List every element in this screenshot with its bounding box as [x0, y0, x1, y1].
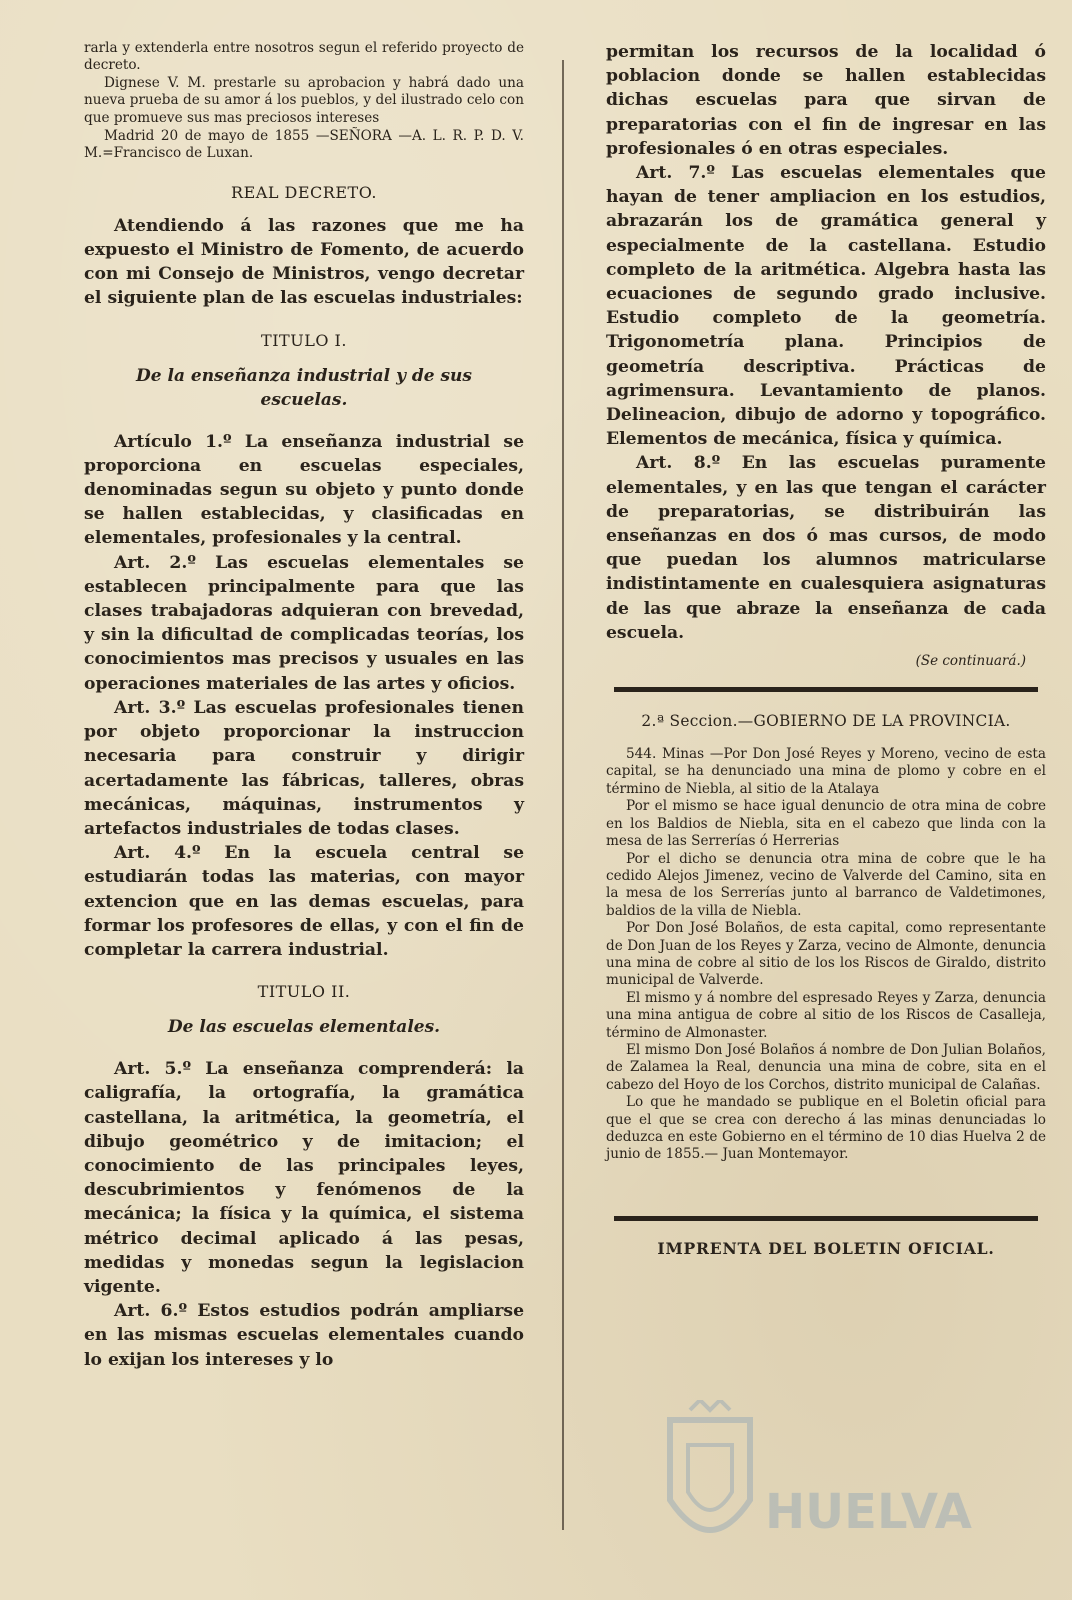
article-6: Art. 6.º Estos estudios podrán ampliarse en las mismas escuelas elementales cuando lo exijan los intereses y lo [84, 1301, 524, 1370]
article-4: Art. 4.º En la escuela central se estudiarán todas las materias, con mayor extencion que en las demas escuelas, para formar los profesores de ellas, y con el fin de completar la carrera industrial. [84, 843, 524, 960]
titulo-2-subtitle: De las escuelas elementales. [167, 1017, 441, 1038]
article-5: Art. 5.º La enseñanza comprenderá: la caligrafía, la ortografía, la gramática castellana, la aritmética, la geometría, el dibujo geométrico y de imitacion; el conocimiento de las principales leyes, descubrimientos y fenómenos de la mecánica; la física y la química, el sistema métrico decimal aplicado á las pesas, medidas y monedas segun la legislacion vigente. [84, 1059, 524, 1297]
mine-notice-closing: Lo que he mandado se publique en el Boletin oficial para que el que se crea con derecho á las minas denunciadas lo deduzca en este Gobierno en el término de 10 dias Huelva 2 de junio de 1855.— Juan Montemayor. [606, 1094, 1046, 1163]
mine-notice-5: El mismo y á nombre del espresado Reyes y Zarza, denuncia una mina antigua de cobre al sitio de los Riscos de Casalleja, término de Almonaster. [606, 989, 1046, 1041]
intro-signature: Madrid 20 de mayo de 1855 —SEÑORA —A. L. R. P. D. V. M.=Francisco de Luxan. [84, 128, 524, 162]
article-8: Art. 8.º En las escuelas puramente elementales, y en las que tengan el carácter de preparatorias, se distribuirán las enseñanzas en dos ó mas cursos, de modo que puedan los alumnos matricularse indistintamente en cualesquiera asignaturas de las que abraze la enseñanza de cada escuela. [606, 453, 1046, 643]
mine-notice-3: Por el dicho se denuncia otra mina de cobre que le ha cedido Alejos Jimenez, vecino de Valverde del Camino, sita en la mesa de los Serrerías junto al barranco de Valdetimones, baldios de la villa de Niebla. [606, 850, 1046, 919]
titulo-1-heading: TITULO I. [261, 330, 347, 350]
decree-intro: Atendiendo á las razones que me ha expuesto el Ministro de Fomento, de acuerdo con mi Consejo de Ministros, vengo decretar el siguiente plan de las escuelas industriales: [84, 215, 524, 309]
mine-notice-1: 544. Minas —Por Don José Reyes y Moreno, vecino de esta capital, se ha denunciado una mina de plomo y cobre en el término de Niebla, al sitio de la Atalaya [606, 746, 1046, 797]
titulo-1-subtitle: De la enseñanza industrial y de sus escuelas. [136, 365, 472, 410]
continued-note: (Se continuará.) [915, 653, 1026, 670]
mine-notice-6: El mismo Don José Bolaños á nombre de Don Julian Bolaños, de Zalamea la Real, denuncia una mina de cobre, sita en el cabezo del Hoyo de los Corchos, distrito municipal de Calañas. [606, 1041, 1046, 1093]
mine-notice-4: Por Don José Bolaños, de esta capital, como representante de Don Juan de los Reyes y Zarza, vecino de Almonte, denuncia una mina de cobre al sitio de los los Riscos de Giraldo, distrito municipal de Valverde. [606, 920, 1046, 989]
intro-paragraph-2: Dignese V. M. prestarle su aprobacion y habrá dado una nueva prueba de su amor á los pueblos, y del ilustrado celo con que promueve sus mas preciosos intereses [84, 74, 524, 126]
section-heading: 2.ª Seccion.—GOBIERNO DE LA PROVINCIA. [641, 712, 1011, 731]
column-divider [562, 60, 564, 1530]
article-3: Art. 3.º Las escuelas profesionales tienen por objeto proporcionar la instruccion necesaria para construir y dirigir acertadamente las fábricas, talleres, obras mecánicas, máquinas, instrumentos y artefactos industriales de todas clases. [84, 697, 524, 839]
article-7: Art. 7.º Las escuelas elementales que hayan de tener ampliacion en los estudios, abrazarán los de gramática general y especialmente de la castellana. Estudio completo de la aritmética. Algebra hasta las ecuaciones de segundo grado inclusive. Estudio completo de la geometría. Trigonometría plana. Principios de geometría descriptiva. Prácticas de agrimensura. Levantamiento de planos. Delineacion, dibujo de adorno y topográfico. Elementos de mecánica, física y química. [606, 163, 1046, 450]
article-6-continuation: permitan los recursos de la localidad ó poblacion donde se hallen establecidas dichas escuelas para que sirvan de preparatorias con el fin de ingresar en las profesionales ó en otras especiales. [606, 42, 1046, 159]
shield-icon [670, 1400, 750, 1530]
decree-title: REAL DECRETO. [231, 182, 377, 202]
section-rule-top [614, 687, 1038, 692]
intro-paragraph-1: rarla y extenderla entre nosotros segun el referido proyecto de decreto. [84, 40, 524, 74]
mine-notice-2: Por el mismo se hace igual denuncio de otra mina de cobre en los Baldios de Niebla, sita en el cabezo que linda con la mesa de las Serrerías ó Herrerias [606, 798, 1046, 850]
footer-rule [614, 1216, 1038, 1221]
minas-notices [606, 746, 1046, 1164]
huelva-watermark [660, 1400, 990, 1570]
article-1: Artículo 1.º La enseñanza industrial se proporciona en escuelas especiales, denominadas segun su objeto y punto donde se hallen establecidas, y clasificadas en elementales, profesionales y la central. [84, 431, 524, 549]
printer-imprint: IMPRENTA DEL BOLETIN OFICIAL. [657, 1238, 995, 1258]
watermark-text: HUELVA [765, 1484, 972, 1540]
left-column [84, 40, 524, 1372]
titulo-2-heading: TITULO II. [257, 982, 351, 1002]
article-2: Art. 2.º Las escuelas elementales se establecen principalmente para que las clases trabajadoras adquieran con brevedad, y sin la dificultad de complicadas teorías, los conocimientos mas precisos y usuales en las operaciones materiales de las artes y oficios. [84, 552, 524, 694]
right-column [606, 40, 1046, 1258]
